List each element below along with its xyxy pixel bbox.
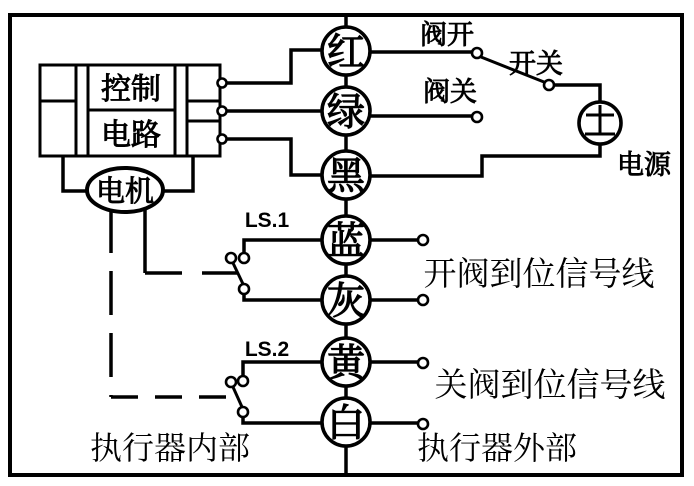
control-wires [226,50,323,175]
open-signal-label: 开阀到位信号线 [423,257,655,293]
signal-terminals [370,235,428,429]
control-terminal-2 [218,107,227,116]
wire-label-red: 红 [326,32,366,74]
ls1-contact-bottom [239,284,249,294]
control-terminal-3 [218,135,227,144]
ls2-blade-tip [226,377,236,387]
ls2-contact-top [238,376,248,386]
motor-label: 电机 [95,176,155,208]
ls2-label: LS.2 [244,338,290,361]
wire-label-black: 黑 [326,156,366,198]
ls1-label: LS.1 [244,209,290,232]
control-box-label-line1: 控制 [101,73,161,106]
wire-label-yellow: 黄 [326,343,366,385]
control-box-label-line2: 电路 [101,119,161,152]
gray-terminal [418,295,428,305]
wire-label-green: 绿 [326,92,366,134]
ls2-contact-bottom [238,407,248,417]
control-terminal-1 [218,79,227,88]
ls2-blade [233,387,242,407]
valve-close-label: 阀关 [423,77,477,107]
valve-open-label: 阀开 [420,20,474,50]
actuator-outside-label: 执行器外部 [416,430,578,466]
limit-switch-1 [145,210,322,300]
ls1-blade-tip [226,253,236,263]
switch-label: 开关 [509,49,563,79]
valve-close-contact [472,112,482,122]
control-box [40,65,227,156]
power-label: 电源 [617,150,671,180]
black-power-wire [371,144,600,176]
wire-nodes [322,27,370,446]
blue-terminal [418,235,428,245]
actuator-inside-label: 执行器内部 [89,430,251,466]
yellow-terminal [418,358,428,368]
close-signal-label: 关阀到位信号线 [434,368,666,404]
switch-contact-common [544,80,554,90]
white-terminal [418,419,428,429]
wire-label-blue: 蓝 [326,221,366,263]
motor [63,156,193,212]
wire-label-gray: 灰 [326,281,366,323]
wire-label-white: 白 [326,403,366,445]
power-switch-circuit [369,48,621,176]
ls1-contact-top [239,253,249,263]
